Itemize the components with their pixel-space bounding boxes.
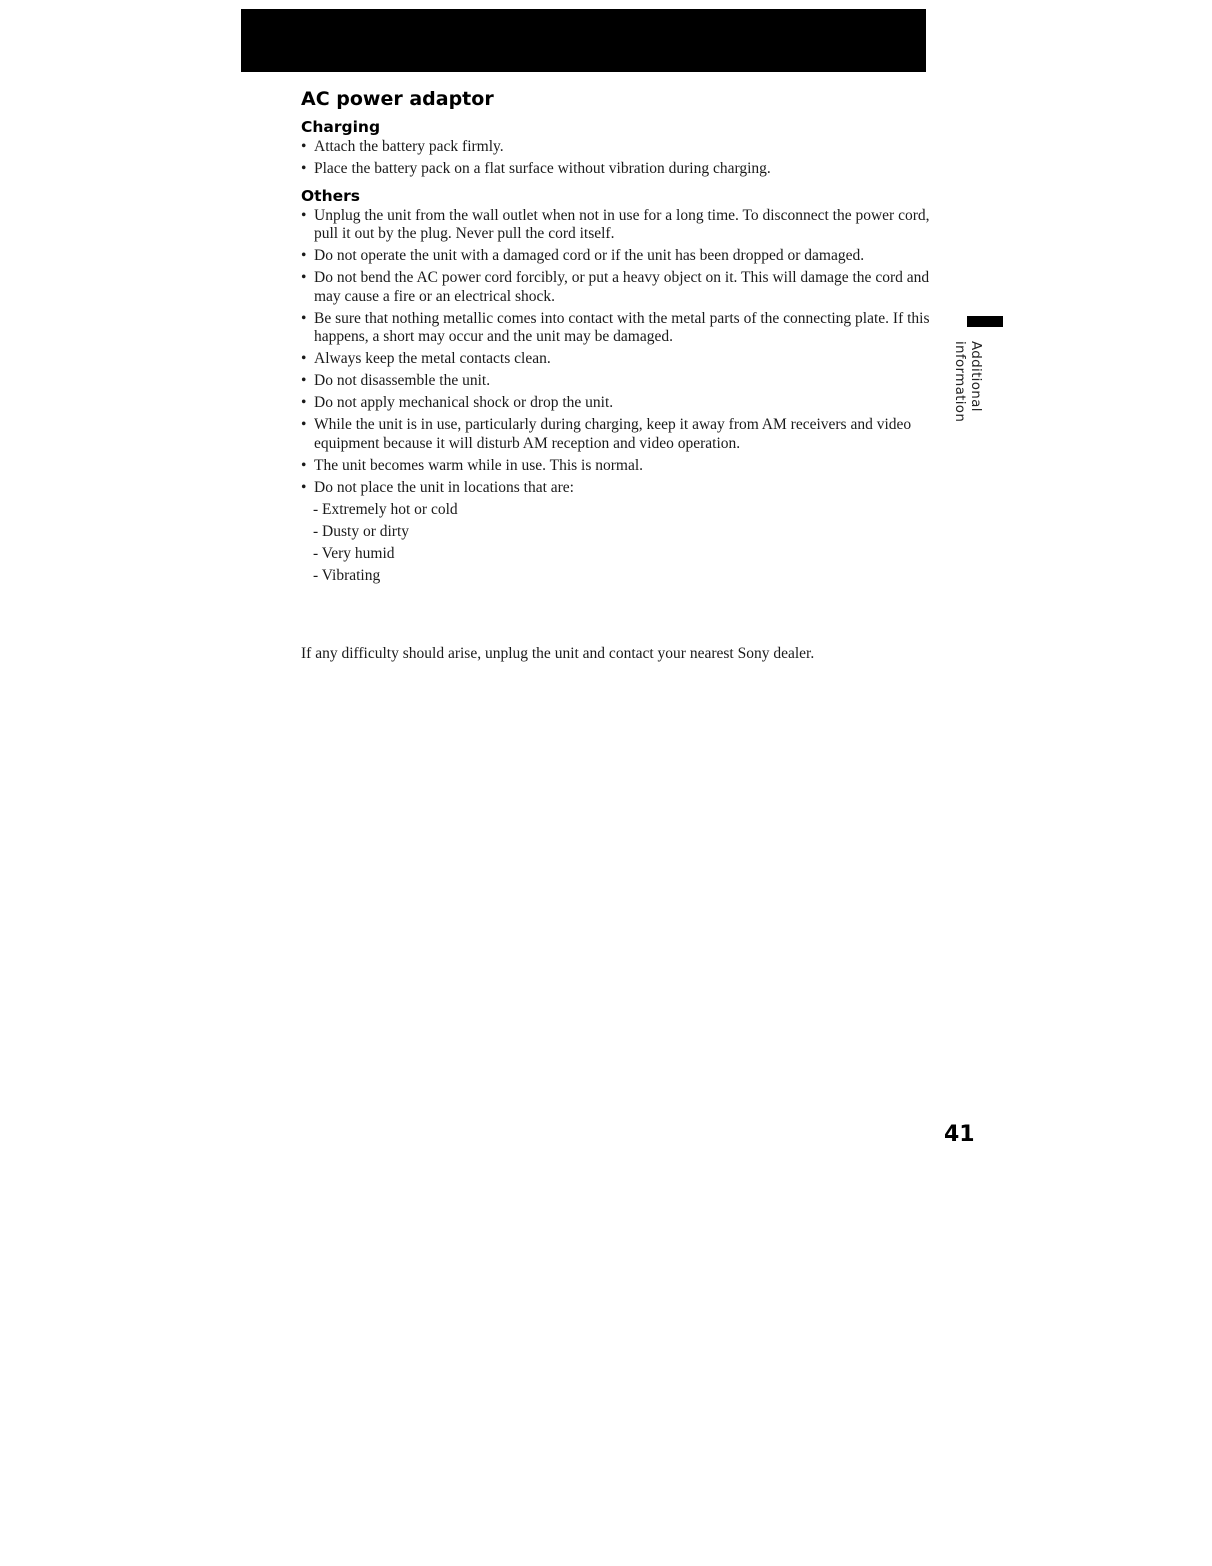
charging-list (301, 138, 931, 179)
list-item: • Place the battery pack on a flat surface without vibration during charging. (301, 160, 931, 179)
list-item: • Always keep the metal contacts clean. (301, 350, 931, 369)
closing-note: If any difficulty should arise, unplug the unit and contact your nearest Sony dealer. (301, 644, 815, 662)
list-item: • The unit becomes warm while in use. This is normal. (301, 457, 931, 476)
location-item: - Very humid (313, 544, 395, 562)
location-item: - Vibrating (313, 566, 381, 584)
charging-heading: Charging (301, 118, 381, 136)
page-number: 41 (944, 1122, 975, 1147)
section-tab-label: Additional information (952, 341, 984, 423)
list-item: • While the unit is in use, particularly during charging, keep it away from AM receivers and video equipment because it will disturb AM reception and video operation. (301, 416, 931, 453)
section-title: AC power adaptor (301, 88, 494, 110)
list-item: • Do not place the unit in locations that are: (301, 479, 931, 498)
section-tab-marker (967, 316, 1003, 327)
location-item: - Extremely hot or cold (313, 500, 458, 518)
list-item: • Unplug the unit from the wall outlet when not in use for a long time. To disconnect the power cord, pull it out by the plug. Never pull the cord itself. (301, 207, 931, 244)
others-heading: Others (301, 186, 361, 205)
location-item: - Dusty or dirty (313, 522, 410, 540)
list-item: • Do not apply mechanical shock or drop the unit. (301, 394, 931, 413)
header-bar (241, 9, 926, 72)
others-list (301, 207, 931, 498)
list-item: • Do not operate the unit with a damaged cord or if the unit has been dropped or damaged. (301, 247, 931, 266)
list-item: • Do not disassemble the unit. (301, 372, 931, 391)
list-item: • Be sure that nothing metallic comes into contact with the metal parts of the connecting plate. If this happens, a short may occur and the unit may be damaged. (301, 310, 931, 347)
locations-list (301, 501, 931, 586)
list-item: • Attach the battery pack firmly. (301, 138, 931, 157)
list-item: • Do not bend the AC power cord forcibly, or put a heavy object on it. This will damage the cord and may cause a fire or an electrical shock. (301, 269, 931, 306)
content-area (301, 88, 931, 589)
